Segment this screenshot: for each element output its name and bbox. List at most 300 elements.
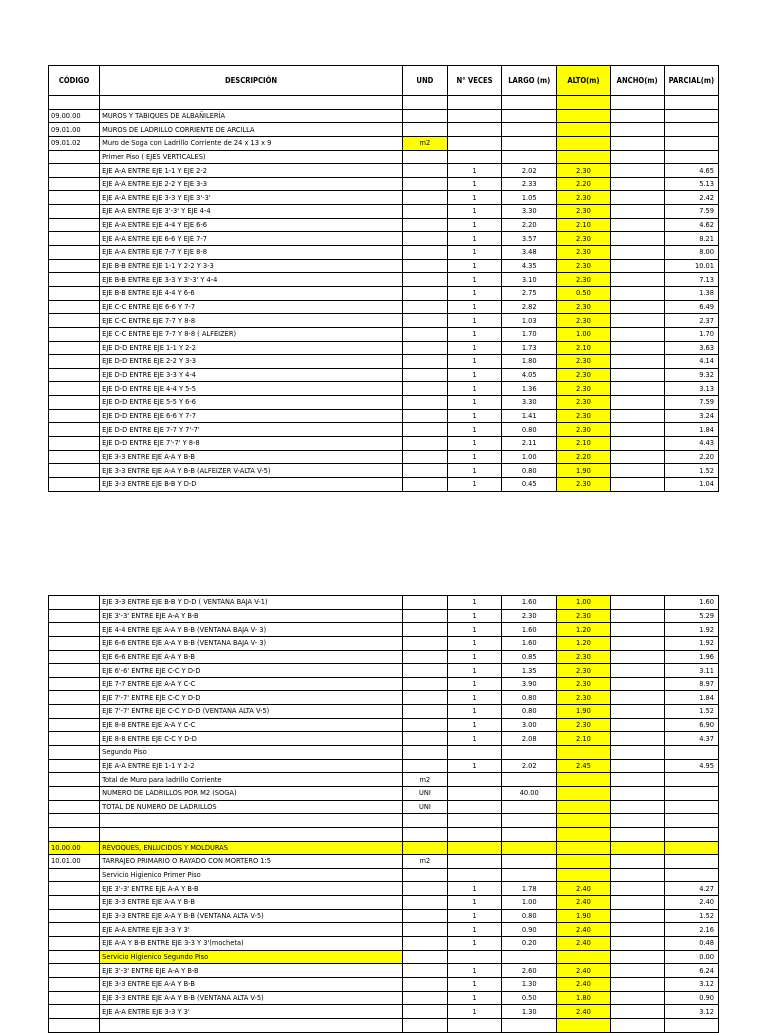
cell-times: 1 — [447, 650, 501, 664]
cell-partial: 8.00 — [664, 246, 718, 260]
cell-width — [610, 273, 664, 287]
header-code: CÓDIGO — [49, 66, 100, 96]
cell-height: 2.30 — [557, 409, 610, 423]
cell-length: 1.36 — [502, 382, 557, 396]
cell-code: 10.01.00 — [49, 855, 100, 869]
cell-description: Muro de Soga con Ladrillo Corriente de 24 x 13 x 9 — [100, 136, 403, 150]
cell-width — [610, 950, 664, 964]
cell-height — [557, 96, 610, 110]
cell-code — [49, 464, 100, 478]
table-row — [49, 409, 719, 423]
cell-unit — [402, 450, 447, 464]
table-row — [49, 609, 719, 623]
cell-description: EJE 6-6 ENTRE EJE A-A Y B-B — [100, 650, 403, 664]
table-row — [49, 664, 719, 678]
cell-times: 1 — [447, 437, 501, 451]
cell-times: 1 — [447, 164, 501, 178]
cell-code — [49, 977, 100, 991]
cell-width — [610, 705, 664, 719]
cell-times: 1 — [447, 409, 501, 423]
header-description: DESCRIPCIÓN — [100, 66, 403, 96]
cell-height: 2.30 — [557, 300, 610, 314]
table-row — [49, 841, 719, 855]
cell-width — [610, 773, 664, 787]
cell-width — [610, 246, 664, 260]
cell-times: 1 — [447, 177, 501, 191]
cell-code — [49, 882, 100, 896]
cell-width — [610, 882, 664, 896]
cell-unit — [402, 977, 447, 991]
cell-partial: 4.65 — [664, 164, 718, 178]
cell-width — [610, 232, 664, 246]
cell-times — [447, 786, 501, 800]
cell-code — [49, 368, 100, 382]
table-row — [49, 314, 719, 328]
header-height: ALTO(m) — [557, 66, 610, 96]
cell-description: EJE A-A ENTRE EJE 7-7 Y EJE 8-8 — [100, 246, 403, 260]
cell-times: 1 — [447, 327, 501, 341]
cell-times — [447, 855, 501, 869]
cell-code — [49, 868, 100, 882]
cell-length: 1.78 — [502, 882, 557, 896]
table-row — [49, 923, 719, 937]
cell-height: 1.90 — [557, 464, 610, 478]
cell-description: EJE A-A ENTRE EJE 3'-3' Y EJE 4-4 — [100, 205, 403, 219]
cell-partial: 6.90 — [664, 718, 718, 732]
cell-code — [49, 786, 100, 800]
cell-times: 1 — [447, 191, 501, 205]
cell-length: 1.35 — [502, 664, 557, 678]
cell-height: 1.80 — [557, 991, 610, 1005]
table-row — [49, 773, 719, 787]
cell-description: EJE 3'-3' ENTRE EJE A-A Y B-B — [100, 609, 403, 623]
cell-times: 1 — [447, 300, 501, 314]
cell-length: 1.73 — [502, 341, 557, 355]
cell-unit — [402, 191, 447, 205]
cell-length — [502, 841, 557, 855]
cell-partial — [664, 136, 718, 150]
cell-code — [49, 314, 100, 328]
table-row — [49, 123, 719, 137]
cell-unit — [402, 827, 447, 841]
cell-times: 1 — [447, 937, 501, 951]
cell-code — [49, 705, 100, 719]
cell-times: 1 — [447, 623, 501, 637]
table-row — [49, 691, 719, 705]
cell-width — [610, 396, 664, 410]
cell-width — [610, 827, 664, 841]
cell-length — [502, 868, 557, 882]
cell-unit — [402, 314, 447, 328]
cell-times: 1 — [447, 909, 501, 923]
cell-description: EJE 3'-3' ENTRE EJE A-A Y B-B — [100, 882, 403, 896]
cell-height — [557, 827, 610, 841]
cell-partial: 1.52 — [664, 464, 718, 478]
cell-partial: 2.16 — [664, 923, 718, 937]
cell-length — [502, 814, 557, 828]
cell-description: EJE 7'-7' ENTRE EJE C-C Y D-D (VENTANA ALTA V-5) — [100, 705, 403, 719]
cell-times: 1 — [447, 977, 501, 991]
cell-height: 2.10 — [557, 341, 610, 355]
cell-length: 3.90 — [502, 677, 557, 691]
cell-unit — [402, 937, 447, 951]
cell-length: 1.05 — [502, 191, 557, 205]
cell-times — [447, 773, 501, 787]
cell-partial: 3.12 — [664, 977, 718, 991]
cell-height: 2.10 — [557, 437, 610, 451]
cell-width — [610, 314, 664, 328]
cell-description: EJE B-B ENTRE EJE 3-3 Y 3'-3' Y 4-4 — [100, 273, 403, 287]
cell-description: EJE D-D ENTRE EJE 1-1 Y 2-2 — [100, 341, 403, 355]
table-row — [49, 286, 719, 300]
cell-times: 1 — [447, 450, 501, 464]
cell-unit — [402, 341, 447, 355]
cell-code — [49, 800, 100, 814]
cell-width — [610, 382, 664, 396]
metrado-table-2 — [48, 595, 719, 1033]
cell-partial: 8.97 — [664, 677, 718, 691]
table-row — [49, 759, 719, 773]
cell-height: 1.00 — [557, 327, 610, 341]
cell-width — [610, 205, 664, 219]
cell-length: 1.00 — [502, 896, 557, 910]
table-row — [49, 977, 719, 991]
cell-description: MUROS DE LADRILLO CORRIENTE DE ARCILLA — [100, 123, 403, 137]
cell-partial: 9.32 — [664, 368, 718, 382]
cell-width — [610, 759, 664, 773]
cell-unit — [402, 273, 447, 287]
cell-length — [502, 123, 557, 137]
cell-unit — [402, 327, 447, 341]
cell-height: 2.20 — [557, 177, 610, 191]
cell-code — [49, 246, 100, 260]
cell-height: 2.30 — [557, 650, 610, 664]
cell-partial: 1.84 — [664, 423, 718, 437]
cell-unit — [402, 705, 447, 719]
cell-description: EJE 7'-7' ENTRE EJE C-C Y D-D — [100, 691, 403, 705]
cell-length: 2.30 — [502, 609, 557, 623]
cell-width — [610, 746, 664, 760]
cell-height: 2.30 — [557, 368, 610, 382]
cell-description: EJE A-A ENTRE EJE 1-1 Y 2-2 — [100, 759, 403, 773]
cell-width — [610, 937, 664, 951]
cell-code: 09.00.00 — [49, 109, 100, 123]
cell-description: EJE D-D ENTRE EJE 2-2 Y 3-3 — [100, 355, 403, 369]
table-row — [49, 150, 719, 164]
cell-height: 2.30 — [557, 664, 610, 678]
table-row — [49, 786, 719, 800]
table-row — [49, 450, 719, 464]
cell-partial: 5.13 — [664, 177, 718, 191]
cell-unit — [402, 841, 447, 855]
cell-code — [49, 450, 100, 464]
cell-height: 1.20 — [557, 623, 610, 637]
cell-width — [610, 341, 664, 355]
cell-width — [610, 327, 664, 341]
cell-height: 2.30 — [557, 205, 610, 219]
table-row — [49, 259, 719, 273]
cell-partial — [664, 786, 718, 800]
cell-unit — [402, 396, 447, 410]
cell-description: EJE 3'-3' ENTRE EJE A-A Y B-B — [100, 964, 403, 978]
cell-height — [557, 746, 610, 760]
table-row — [49, 827, 719, 841]
cell-description: REVOQUES, ENLUCIDOS Y MOLDURAS — [100, 841, 403, 855]
cell-width — [610, 96, 664, 110]
table-row — [49, 423, 719, 437]
cell-unit — [402, 437, 447, 451]
cell-length: 40.00 — [502, 786, 557, 800]
cell-description: EJE B-B ENTRE EJE 1-1 Y 2-2 Y 3-3 — [100, 259, 403, 273]
cell-partial: 3.24 — [664, 409, 718, 423]
cell-unit — [402, 868, 447, 882]
cell-height: 2.10 — [557, 732, 610, 746]
cell-unit — [402, 896, 447, 910]
cell-description: EJE 8-8 ENTRE EJE C-C Y D-D — [100, 732, 403, 746]
cell-description: EJE 3-3 ENTRE EJE A-A Y B-B — [100, 896, 403, 910]
cell-height — [557, 123, 610, 137]
cell-unit — [402, 205, 447, 219]
cell-height: 0.50 — [557, 286, 610, 300]
table-row — [49, 273, 719, 287]
cell-unit — [402, 746, 447, 760]
cell-unit: UNI — [402, 786, 447, 800]
cell-unit — [402, 246, 447, 260]
cell-width — [610, 136, 664, 150]
header-length: LARGO (m) — [502, 66, 557, 96]
cell-description: EJE 3-3 ENTRE EJE A-A Y B-B — [100, 977, 403, 991]
cell-width — [610, 423, 664, 437]
cell-height: 2.40 — [557, 937, 610, 951]
cell-times — [447, 746, 501, 760]
cell-description: NUMERO DE LADRILLOS POR M2 (SOGA) — [100, 786, 403, 800]
cell-times: 1 — [447, 677, 501, 691]
cell-width — [610, 409, 664, 423]
cell-partial — [664, 800, 718, 814]
cell-width — [610, 855, 664, 869]
table-row — [49, 732, 719, 746]
cell-partial: 5.29 — [664, 609, 718, 623]
cell-partial — [664, 841, 718, 855]
table-row — [49, 355, 719, 369]
cell-height: 2.30 — [557, 382, 610, 396]
cell-description: EJE D-D ENTRE EJE 7-7 Y 7'-7' — [100, 423, 403, 437]
table-row — [49, 477, 719, 491]
cell-times: 1 — [447, 882, 501, 896]
cell-width — [610, 977, 664, 991]
cell-code — [49, 355, 100, 369]
cell-unit — [402, 991, 447, 1005]
cell-code — [49, 623, 100, 637]
cell-code — [49, 477, 100, 491]
cell-description: EJE 3-3 ENTRE EJE A-A Y B-B (VENTANA ALTA V-5) — [100, 991, 403, 1005]
cell-times: 1 — [447, 664, 501, 678]
cell-unit — [402, 464, 447, 478]
cell-width — [610, 650, 664, 664]
cell-height — [557, 868, 610, 882]
cell-code — [49, 259, 100, 273]
cell-times — [447, 827, 501, 841]
cell-code — [49, 1018, 100, 1032]
cell-code — [49, 382, 100, 396]
cell-times — [447, 868, 501, 882]
cell-code — [49, 732, 100, 746]
cell-unit — [402, 150, 447, 164]
table-row — [49, 964, 719, 978]
table-row — [49, 950, 719, 964]
cell-height — [557, 950, 610, 964]
table-row — [49, 814, 719, 828]
cell-unit — [402, 596, 447, 610]
cell-length: 0.80 — [502, 909, 557, 923]
cell-times — [447, 1018, 501, 1032]
cell-unit — [402, 218, 447, 232]
table-row — [49, 382, 719, 396]
cell-length — [502, 96, 557, 110]
cell-times — [447, 96, 501, 110]
cell-code — [49, 718, 100, 732]
cell-code: 10.00.00 — [49, 841, 100, 855]
cell-width — [610, 596, 664, 610]
cell-description: Servicio Higienico Segundo Piso — [100, 950, 403, 964]
cell-unit: m2 — [402, 855, 447, 869]
cell-width — [610, 896, 664, 910]
cell-length: 0.90 — [502, 923, 557, 937]
cell-length: 1.60 — [502, 596, 557, 610]
cell-partial: 10.01 — [664, 259, 718, 273]
cell-height: 2.40 — [557, 882, 610, 896]
cell-times — [447, 800, 501, 814]
cell-width — [610, 636, 664, 650]
cell-unit — [402, 609, 447, 623]
cell-length: 1.60 — [502, 623, 557, 637]
cell-height: 2.30 — [557, 677, 610, 691]
cell-length — [502, 855, 557, 869]
table-row — [49, 855, 719, 869]
cell-width — [610, 164, 664, 178]
cell-length — [502, 800, 557, 814]
cell-unit — [402, 1005, 447, 1019]
table-row — [49, 991, 719, 1005]
cell-code — [49, 232, 100, 246]
table-row — [49, 677, 719, 691]
table-row — [49, 341, 719, 355]
cell-partial — [664, 814, 718, 828]
cell-times: 1 — [447, 218, 501, 232]
cell-length: 4.05 — [502, 368, 557, 382]
cell-length: 2.11 — [502, 437, 557, 451]
cell-height: 2.30 — [557, 477, 610, 491]
cell-code — [49, 609, 100, 623]
cell-length: 0.80 — [502, 705, 557, 719]
cell-times: 1 — [447, 341, 501, 355]
cell-width — [610, 464, 664, 478]
cell-width — [610, 691, 664, 705]
cell-partial: 7.59 — [664, 396, 718, 410]
cell-width — [610, 800, 664, 814]
cell-height: 2.45 — [557, 759, 610, 773]
cell-description: EJE 3-3 ENTRE EJE A-A Y B-B (VENTANA ALTA V-5) — [100, 909, 403, 923]
cell-height: 2.40 — [557, 896, 610, 910]
cell-width — [610, 623, 664, 637]
cell-unit — [402, 477, 447, 491]
cell-description: EJE C-C ENTRE EJE 7-7 Y 8-8 — [100, 314, 403, 328]
header-unit: UND — [402, 66, 447, 96]
cell-partial: 4.37 — [664, 732, 718, 746]
table-row — [49, 1005, 719, 1019]
cell-length: 0.45 — [502, 477, 557, 491]
table-row — [49, 205, 719, 219]
cell-times: 1 — [447, 286, 501, 300]
cell-partial: 0.48 — [664, 937, 718, 951]
cell-length: 3.48 — [502, 246, 557, 260]
cell-width — [610, 191, 664, 205]
cell-description: EJE A-A ENTRE EJE 4-4 Y EJE 6-6 — [100, 218, 403, 232]
cell-partial: 2.20 — [664, 450, 718, 464]
cell-code — [49, 300, 100, 314]
cell-code — [49, 437, 100, 451]
cell-partial — [664, 109, 718, 123]
cell-unit — [402, 636, 447, 650]
cell-description: EJE 3-3 ENTRE EJE B-B Y D-D — [100, 477, 403, 491]
cell-width — [610, 218, 664, 232]
cell-code — [49, 677, 100, 691]
cell-length — [502, 827, 557, 841]
cell-unit: UNI — [402, 800, 447, 814]
cell-description: EJE D-D ENTRE EJE 7'-7' Y 8-8 — [100, 437, 403, 451]
cell-code — [49, 150, 100, 164]
table-row — [49, 368, 719, 382]
table-row — [49, 396, 719, 410]
cell-length: 3.30 — [502, 205, 557, 219]
cell-length: 0.80 — [502, 691, 557, 705]
cell-height: 2.40 — [557, 964, 610, 978]
cell-code — [49, 827, 100, 841]
cell-height: 2.30 — [557, 314, 610, 328]
cell-description — [100, 814, 403, 828]
cell-height: 2.30 — [557, 191, 610, 205]
cell-description: EJE C-C ENTRE EJE 7-7 Y 8-8 ( ALFEIZER) — [100, 327, 403, 341]
cell-code — [49, 218, 100, 232]
table-row — [49, 164, 719, 178]
cell-length: 2.60 — [502, 964, 557, 978]
cell-partial: 4.27 — [664, 882, 718, 896]
cell-code — [49, 205, 100, 219]
cell-height: 1.90 — [557, 705, 610, 719]
header-width: ANCHO(m) — [610, 66, 664, 96]
cell-width — [610, 786, 664, 800]
cell-width — [610, 368, 664, 382]
table-row — [49, 636, 719, 650]
table-row — [49, 232, 719, 246]
cell-times: 1 — [447, 732, 501, 746]
table-row — [49, 882, 719, 896]
cell-code — [49, 96, 100, 110]
cell-height: 2.30 — [557, 273, 610, 287]
cell-partial: 1.70 — [664, 327, 718, 341]
cell-partial — [664, 773, 718, 787]
cell-length: 1.30 — [502, 1005, 557, 1019]
cell-description: EJE D-D ENTRE EJE 4-4 Y 5-5 — [100, 382, 403, 396]
cell-partial: 0.90 — [664, 991, 718, 1005]
cell-times: 1 — [447, 477, 501, 491]
cell-partial — [664, 855, 718, 869]
cell-length: 2.33 — [502, 177, 557, 191]
cell-width — [610, 841, 664, 855]
cell-description: EJE D-D ENTRE EJE 5-5 Y 6-6 — [100, 396, 403, 410]
cell-partial — [664, 868, 718, 882]
cell-length: 2.02 — [502, 164, 557, 178]
